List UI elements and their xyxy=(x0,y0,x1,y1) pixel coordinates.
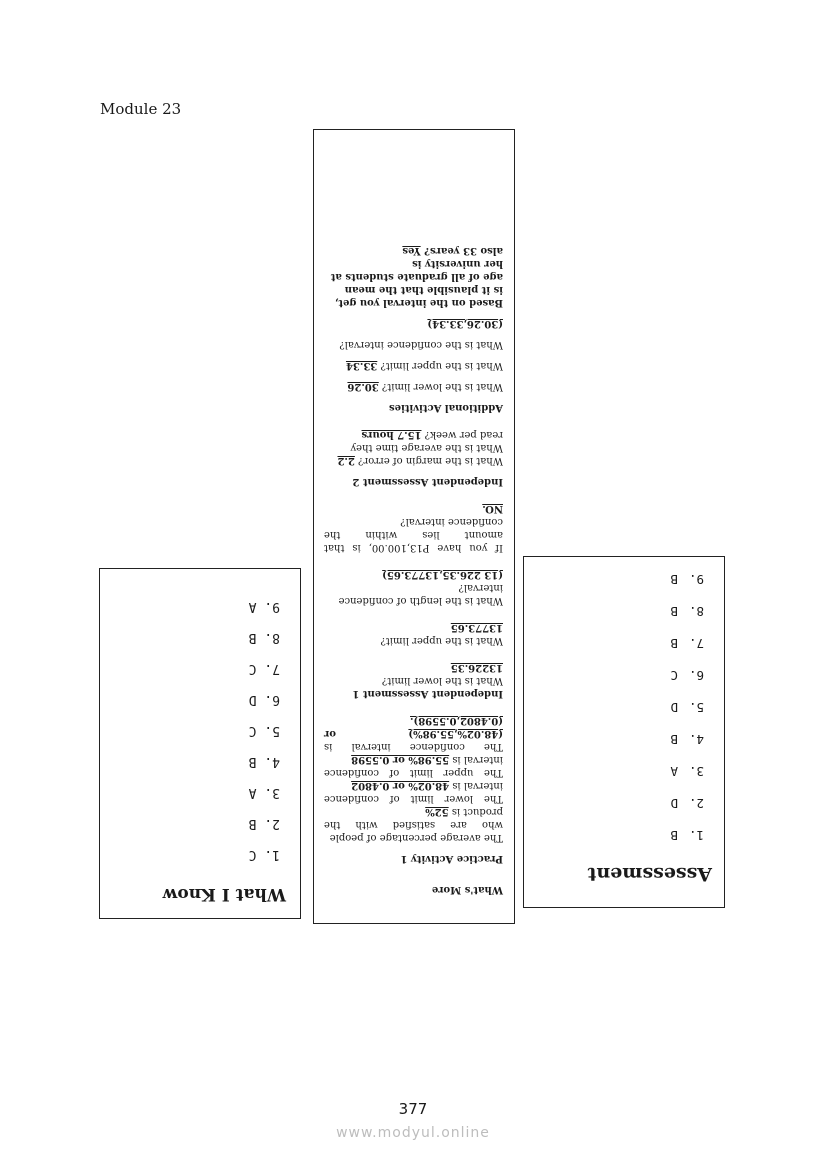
add-answer: 33.34 xyxy=(345,360,378,371)
practice-activity-1-title: Practice Activity 1 xyxy=(400,853,503,864)
add-question: is it plausible that the mean xyxy=(344,284,503,295)
ia1-question: What is the lower limit? xyxy=(381,675,503,686)
add-answer: 30.26 xyxy=(347,381,379,392)
ia2-answer: 2.2 xyxy=(337,455,355,466)
assessment-answer-item: 9.B xyxy=(670,572,704,587)
pa1-answer: (0.4802,0.5598). xyxy=(410,715,503,726)
assessment-answer-item: 7.B xyxy=(670,636,704,651)
ia2-question: read per week? 15.7 hours xyxy=(361,429,503,440)
ia1-question: What is the upper limit? xyxy=(380,635,503,646)
what-i-know-box xyxy=(99,568,301,919)
pa1-line: The confidence interval is xyxy=(324,741,503,752)
add-answer: (30.26,33.34) xyxy=(427,318,503,329)
add-question: What is the confidence interval? xyxy=(339,339,503,350)
answer-item: 3. A xyxy=(248,785,280,800)
assessment-answer-item: 1.B xyxy=(670,828,704,843)
pa1-line: The lower limit of confidence xyxy=(324,793,503,804)
independent-assessment-1-title: Independent Assessment 1 xyxy=(352,688,503,699)
pa1-line: interval is 55.98% or 0.5598 xyxy=(351,754,503,765)
add-question: age of all graduate students at xyxy=(330,271,503,282)
assessment-content xyxy=(524,557,724,907)
ia1-answer: NO. xyxy=(482,503,503,514)
pa1-answer: 48.02% or 0.4802 xyxy=(351,780,450,791)
ia1-question: What is the length of confidence xyxy=(338,595,503,606)
answer-item: 5. C xyxy=(248,723,280,738)
answer-item: 8. B xyxy=(248,630,280,645)
what-i-know-content xyxy=(100,569,300,918)
ia1-question: If you have P13,100.00, is that xyxy=(324,542,503,553)
pa1-line: (48.02%,55.98%) or xyxy=(324,728,503,739)
assessment-answer-item: 2.D xyxy=(670,796,704,811)
assessment-title: Assessment xyxy=(587,863,712,885)
what-i-know-title: What I Know xyxy=(162,884,286,904)
additional-activities-title: Additional Activities xyxy=(389,402,503,413)
answer-item: 2. B xyxy=(248,816,280,831)
answer-item: 7. C xyxy=(248,661,280,676)
add-question: Based on the interval you get, xyxy=(334,297,503,308)
ia1-answer: 13773.65 xyxy=(450,622,503,633)
independent-assessment-2-title: Independent Assessment 2 xyxy=(352,476,503,487)
add-answer: Yes xyxy=(402,245,421,256)
pa1-answer: (48.02%,55.98%) xyxy=(408,728,503,739)
pa1-answer: 55.98% or 0.5598 xyxy=(351,754,450,765)
assessment-answer-item: 3.A xyxy=(670,764,704,779)
module-header: Module 23 xyxy=(100,100,182,118)
ia1-answer: 13226.35 xyxy=(450,662,503,673)
whats-more-title: What's More xyxy=(431,884,503,895)
ia2-answer: 15.7 hours xyxy=(361,429,422,440)
pa1-answer: 52% xyxy=(425,806,449,817)
assessment-answer-item: 8.B xyxy=(670,604,704,619)
ia1-answer: (13 226.35,13773.65) xyxy=(382,569,503,580)
assessment-answer-item: 6.C xyxy=(670,668,704,683)
ia1-question: confidence interval? xyxy=(400,516,503,527)
add-question: What is the upper limit? 33.34 xyxy=(345,360,503,371)
assessment-answer-item: 4.B xyxy=(670,732,704,747)
assessment-answer-item: 5.D xyxy=(670,700,704,715)
ia1-question: interval? xyxy=(458,582,503,593)
ia2-question: What is the average time they xyxy=(350,442,503,453)
add-question: also 33 years? Yes xyxy=(402,245,503,256)
add-question: her university is xyxy=(412,258,503,269)
pa1-line: interval is 48.02% or 0.4802 xyxy=(351,780,503,791)
pa1-line: product is 52% xyxy=(425,806,503,817)
answer-item: 1. C xyxy=(248,847,280,862)
answer-item: 4. B xyxy=(248,754,280,769)
answer-key-box xyxy=(313,129,515,924)
add-question: What is the lower limit? 30.26 xyxy=(347,381,503,392)
pa1-line: The upper limit of confidence xyxy=(324,767,503,778)
pa1-line: The average percentage of people xyxy=(329,832,503,843)
answer-item: 6. D xyxy=(248,692,280,707)
watermark: www.modyul.online xyxy=(336,1125,490,1141)
page-number: 377 xyxy=(398,1100,428,1118)
assessment-box xyxy=(523,556,725,908)
ia1-question: amount lies within the xyxy=(324,529,503,540)
answer-key-content xyxy=(314,130,514,923)
answer-item: 9. A xyxy=(248,599,280,614)
pa1-line: who are satisfied with the xyxy=(324,819,503,830)
ia2-question: What is the margin of error? 2.2 xyxy=(337,455,503,466)
